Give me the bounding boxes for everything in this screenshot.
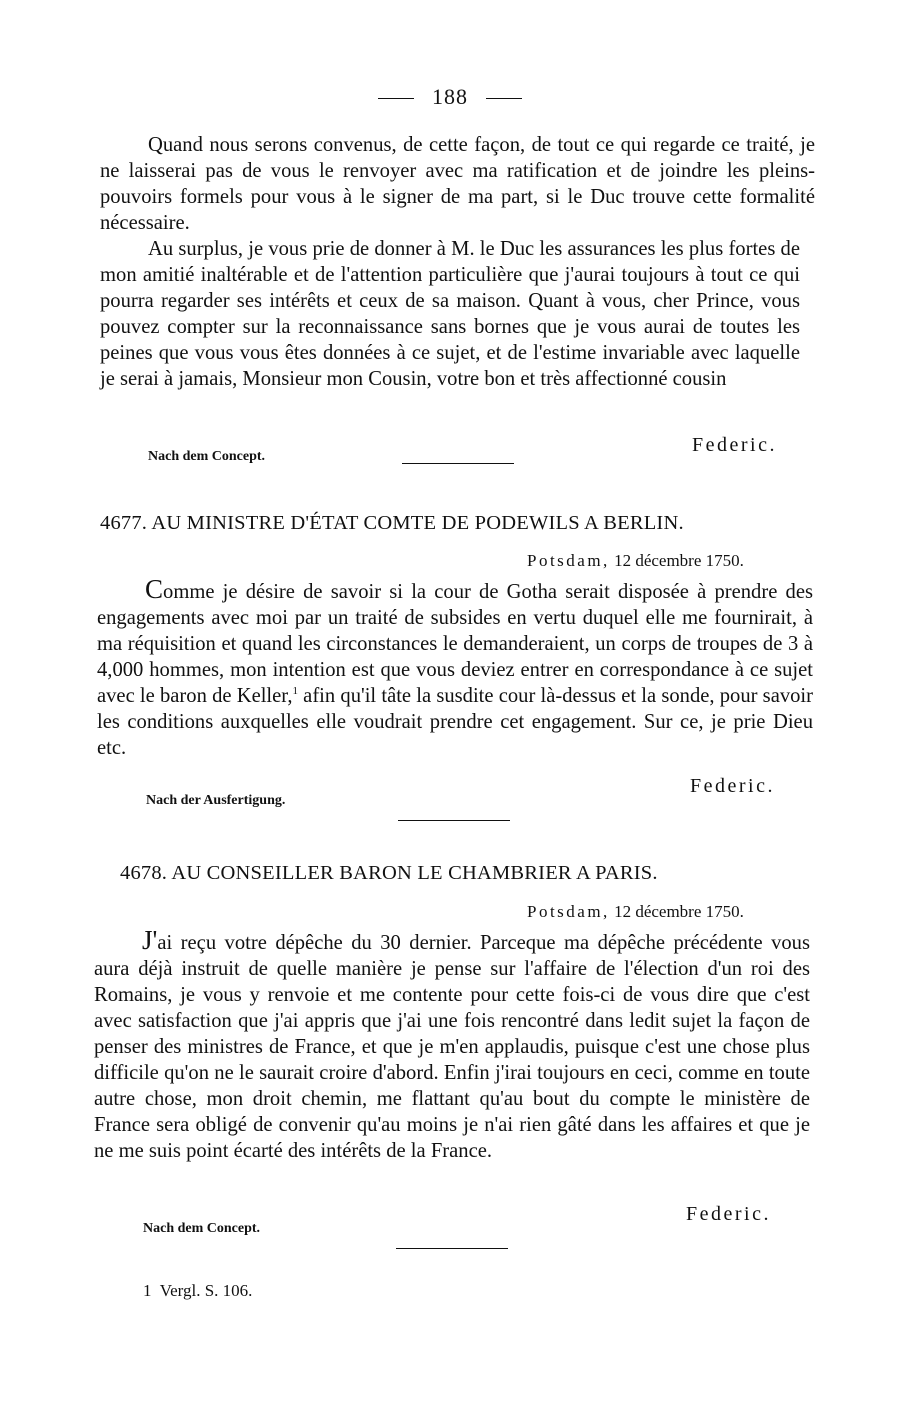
- letter-4678-dateline: [527, 902, 744, 922]
- header-dash-right: [486, 98, 522, 99]
- header-dash-left: [378, 98, 414, 99]
- letter-4678-source-note: Nach dem Concept.: [143, 1221, 261, 1236]
- letter-4677-body: [97, 576, 813, 761]
- letter-4678-date: 12 décembre 1750.: [614, 902, 744, 921]
- intro-paragraph-2: Au surplus, je vous prie de donner à M. le Duc les assurances les plus fortes de mon amitié inaltérable et de l'attention particulière que j'aurai toujours à tout ce qui pourra regarder ses intérêts et ceux de sa maison. Quant à vous, cher Prince, vous pouvez compter sur la reconnaissance sans bornes que je vous aurai de toutes les peines que vous vous êtes données à ce sujet, et de l'estime invariable avec laquelle je serai à jamais, Monsieur mon Cousin, votre bon et très affectionné cousin: [100, 238, 800, 390]
- letter-4677-text-part2: afin qu'il tâte la susdite cour là-dessus et la sonde, pour savoir les conditions auxquelles elle voudrait prendre cet engagement. Sur ce, je prie Dieu etc.: [97, 685, 814, 759]
- letter-4677-signature: Federic.: [690, 775, 775, 797]
- footnote-number: 1: [143, 1281, 152, 1300]
- intro-text: [100, 132, 815, 392]
- letter-4678-place: Potsdam,: [527, 902, 610, 921]
- section-divider-2: [398, 820, 510, 821]
- letter-4678-signature: Federic.: [686, 1203, 771, 1225]
- section-divider-1: [402, 463, 514, 464]
- letter-4677-place: Potsdam,: [527, 551, 610, 570]
- footnote: [143, 1281, 252, 1301]
- letter-4678-body: [94, 927, 810, 1164]
- letter-4677-dateline: [527, 551, 744, 571]
- letter-4677-text-part1: Comme je désire de savoir si la cour de Gotha serait disposée à prendre des engagements avec moi par un traité de subsides en vertu duquel elle me fournirait, à ma réquisition et quand les circonstances le demanderaient, un corps de troupes de 3 à 4,000 hommes, mon intention est que vous deviez entrer en correspondance à ce sujet avec le baron de Keller,: [97, 574, 813, 707]
- intro-source-note: Nach dem Concept.: [148, 449, 266, 464]
- letter-4677-heading: 4677. AU MINISTRE D'ÉTAT COMTE DE PODEWILS A BERLIN.: [100, 512, 684, 534]
- letter-4678-paragraph: J'ai reçu votre dépêche du 30 dernier. Parceque ma dépêche précédente vous aura déjà instruit de quelle manière je pense sur l'affaire de l'élection d'un roi des Romains, je vous y renvoie et me contente pour cette fois-ci de vous dire que c'est avec satisfaction que j'ai appris que j'ai une fois rencontré dans ledit sujet la façon de penser des ministres de France, et que je m'en applaudis, puisque c'est une chose plus difficile qu'on ne le saurait croire d'abord. Enfin j'irai toujours en ceci, comme en toute autre chose, mon droit chemin, me flattant qu'au bout du compte le ministère de France sera obligé de convenir qu'au moins je n'ai rien gâté dans les affaires et que je ne me suis point écarté des intérêts de la France.: [94, 925, 810, 1162]
- intro-signature: Federic.: [692, 434, 777, 456]
- footnote-marker: 1: [292, 685, 298, 698]
- page-number: 188: [432, 84, 468, 109]
- letter-4677-paragraph: [97, 576, 813, 761]
- letter-4678-heading: 4678. AU CONSEILLER BARON LE CHAMBRIER A PARIS.: [120, 862, 658, 884]
- section-divider-3: [396, 1248, 508, 1249]
- page-header: [0, 84, 900, 110]
- intro-paragraph-1: Quand nous serons convenus, de cette façon, de tout ce qui regarde ce traité, je ne laisserai pas de vous le renvoyer avec ma ratification et de joindre les pleins-pouvoirs formels pour vous à le signer de ma part, si le Duc trouve cette formalité nécessaire.: [100, 134, 815, 234]
- footnote-text: Vergl. S. 106.: [159, 1281, 253, 1300]
- letter-4677-date: 12 décembre 1750.: [614, 551, 744, 570]
- letter-4677-source-note: Nach der Ausfertigung.: [146, 793, 286, 808]
